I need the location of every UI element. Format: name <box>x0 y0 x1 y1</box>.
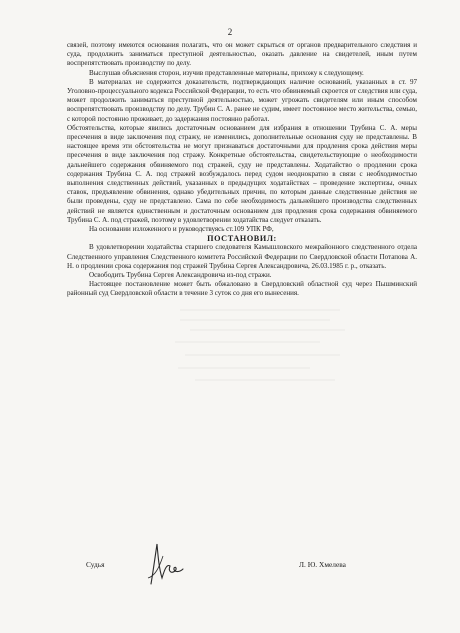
paragraph: Обстоятельства, которые явились достаточным основанием для избрания в отношении Трубина С. А. меры пресечения в виде заключения под стражу, не изменились, дополнительные основания суду не представлены. В настоящее время эти обстоятельства не могут признаваться достаточными для продления срока действия меры пресечения в виде заключения под стражу. Конкретные обстоятельства, свидетельствующие о необходимости дальнейшего содержания обвиняемого под стражей, суду не представлены. Ходатайство о продлении срока содержания Трубина С. А. под стражей возбуждалось перед судом неоднократно в связи с необходимостью выполнения следственных действий, указанных в предыдущих ходатайствах – проведение экспертизы, очных ставок, предъявление обвинения, однако убедительных причин, по которым данные следственные действия не были проведены, суду не представлено. Сама по себе необходимость дальнейшего производства следственных действий не является единственным и достаточным основанием для продления срока содержания обвиняемого Трубина С. А. под стражей, поэтому в удовлетворении ходатайства следует отказать. <box>67 123 417 224</box>
resolution-heading: ПОСТАНОВИЛ: <box>207 234 277 244</box>
paragraph: Освободить Трубина Сергея Александровича из-под стражи. <box>89 271 272 280</box>
paragraph: В удовлетворении ходатайства старшего следователя Камышловского межрайонного следственного отдела Следственного управления Следственного комитета Российской Федерации по Свердловской области Потапова А. Н. о продлении срока содержания под стражей Трубина Сергея Александровича, 26.03.1985 г. р., отказать. <box>67 243 417 270</box>
signature-label: Судья <box>86 560 105 569</box>
page-number: 2 <box>227 27 233 37</box>
paragraph: В материалах не содержится доказательств, подтверждающих наличие оснований, указанных в ст. 97 Уголовно-процессуального кодекса Российской Федерации, то есть что обвиняемый скроется от следствия или суда, может продолжить заниматься преступной деятельностью, может угрожать свидетелям или иным способом воспрепятствовать производству по делу. Трубин С. А. ранее не судим, имеет постоянное место жительства, семью, с которой постоянно проживает, до задержания постоянно работал. <box>67 77 417 123</box>
paragraph: Настоящее постановление может быть обжаловано в Свердловский областной суд через Пышминский районный суд Свердловской области в течение 3 суток со дня его вынесения. <box>67 280 417 298</box>
paragraph: связей, поэтому имеются основания полагать, что он может скрыться от органов предварительного следствия и суда, продолжить заниматься преступной деятельностью, оказать давление на свидетелей, иным путем воспрепятствовать производству по делу. <box>67 41 417 68</box>
paragraph: Выслушав объяснения сторон, изучив представленные материалы, прихожу к следующему. <box>89 68 364 77</box>
faded-stamp-overlay <box>170 300 350 390</box>
paragraph: На основании изложенного и руководствуясь ст.109 УПК РФ, <box>89 225 274 234</box>
document-body <box>67 41 417 299</box>
judge-signature <box>143 538 203 588</box>
judge-name: Л. Ю. Хмелева <box>299 560 346 569</box>
